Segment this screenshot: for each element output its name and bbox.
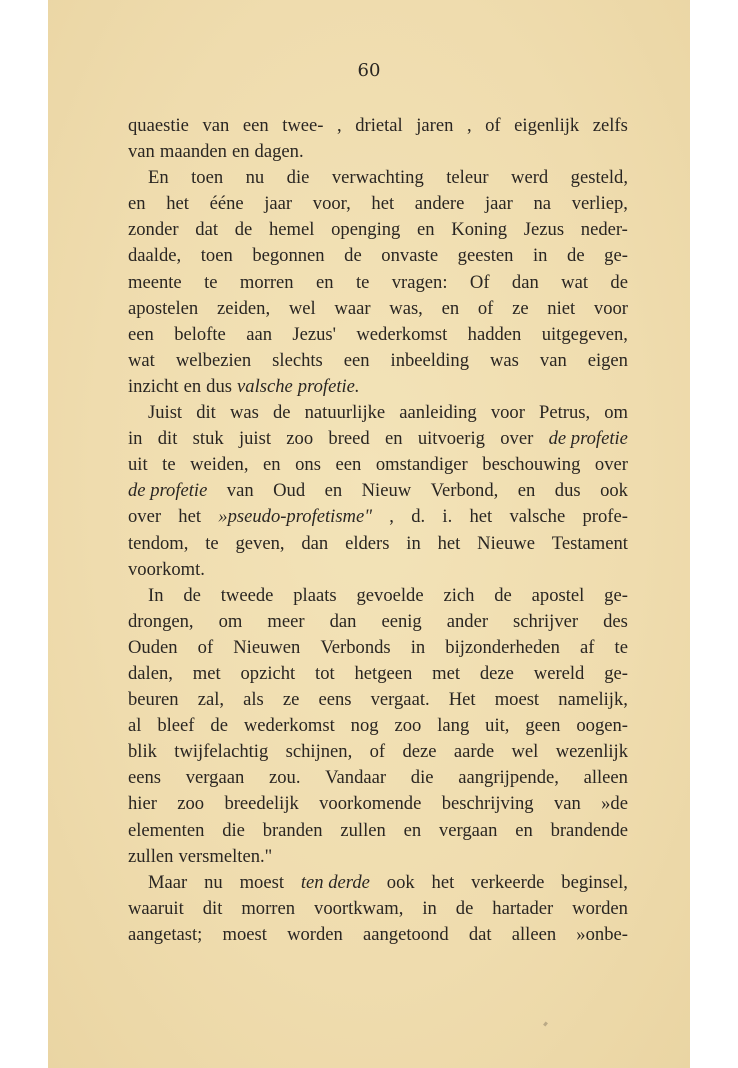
word: zelfs: [592, 115, 628, 136]
word: natuurlijke: [304, 402, 386, 424]
word: Het: [448, 689, 476, 711]
word: te: [205, 532, 219, 554]
word: wat: [561, 271, 589, 293]
word: over: [128, 506, 162, 528]
word: morren: [241, 897, 296, 919]
word: tendom,: [128, 532, 189, 554]
word: eigenlijk: [514, 115, 580, 136]
word: andere: [414, 193, 465, 215]
text-line: [128, 557, 628, 583]
word: oogen-: [576, 715, 628, 737]
word: hemel: [268, 219, 315, 241]
word: Of: [469, 271, 490, 293]
word: moest: [222, 923, 267, 945]
word: beschrijving: [441, 793, 534, 815]
word: en: [231, 141, 250, 163]
word: hetgeen: [354, 662, 413, 684]
word: breed: [328, 428, 370, 450]
text-line: [128, 739, 628, 765]
text-line: [128, 217, 628, 243]
word: »onbe-: [576, 923, 628, 945]
word: en: [403, 819, 422, 841]
word: gesteld,: [570, 167, 628, 189]
word: zonder: [128, 219, 179, 241]
text-line: [128, 844, 628, 870]
word: meente: [128, 271, 182, 293]
text-line: [128, 478, 628, 504]
word: wat: [128, 349, 155, 371]
word: voor,: [312, 193, 351, 215]
text-line: [128, 504, 628, 530]
word: toen: [191, 167, 224, 189]
word: profetie.: [297, 375, 360, 397]
word: aarde: [453, 741, 495, 763]
text-line: [128, 609, 628, 635]
word: ander: [446, 610, 489, 632]
word: het: [469, 506, 493, 528]
word: ze: [282, 689, 300, 711]
word: ge-: [604, 662, 628, 684]
word: en: [315, 271, 334, 293]
word: de: [183, 584, 201, 606]
word: valsche: [509, 506, 566, 528]
word: nu: [245, 167, 265, 189]
text-line: [128, 452, 628, 478]
word: in: [406, 532, 421, 554]
book-page: [48, 0, 690, 1068]
word: ook: [600, 480, 628, 502]
word: drietal: [355, 115, 403, 136]
word: dus: [554, 480, 581, 502]
word: met: [432, 662, 461, 684]
word: Verbond,: [430, 480, 499, 502]
word: plaats: [293, 584, 337, 606]
word: uitgegeven,: [541, 323, 628, 345]
word: Jezus': [292, 323, 336, 345]
text-line: [128, 635, 628, 661]
word: opzicht: [240, 662, 296, 684]
word: beschouwing: [482, 454, 581, 476]
word: ge-: [604, 245, 628, 267]
word: en: [128, 193, 146, 215]
word: en: [324, 480, 343, 502]
word: teleur: [446, 167, 489, 189]
word: zullen: [340, 819, 386, 841]
word: moest: [239, 871, 284, 893]
word: dat: [195, 219, 219, 241]
word: de: [344, 245, 362, 267]
word: eenig: [381, 610, 422, 632]
word: deze: [402, 741, 437, 763]
word: dan: [511, 271, 539, 293]
word: te: [355, 271, 370, 293]
word: de: [234, 219, 253, 241]
word: maanden: [159, 141, 227, 163]
word: was: [490, 349, 519, 371]
word: elders: [345, 532, 390, 554]
word: vragen:: [391, 271, 448, 293]
word: voor: [593, 297, 628, 319]
word: dan: [329, 610, 357, 632]
word: niet: [547, 297, 576, 319]
word: eens: [128, 767, 162, 789]
word: alleen: [511, 923, 557, 945]
word: branden: [262, 819, 323, 841]
page-number: 60: [357, 60, 381, 81]
word: Nieuwen: [233, 636, 301, 658]
word: valsche: [237, 375, 293, 397]
word: dit: [196, 402, 216, 424]
word: wel: [511, 741, 539, 763]
word: quaestie: [128, 115, 189, 136]
word: apostelen: [128, 297, 199, 319]
word: zal,: [197, 689, 225, 711]
word: of: [477, 297, 494, 319]
paper-speck: [543, 1022, 548, 1027]
word: namelijk,: [558, 689, 628, 711]
word: brandende: [550, 819, 628, 841]
word: aanleiding: [399, 402, 477, 424]
word: Juist: [148, 402, 183, 424]
word: versmelten.": [178, 845, 273, 867]
word: Petrus,: [539, 402, 591, 424]
word: verkeerde: [471, 871, 545, 893]
word: dit: [157, 428, 178, 450]
word: waaruit: [128, 897, 184, 919]
word: zoo: [286, 428, 314, 450]
word: hartader: [492, 897, 554, 919]
text-line: [128, 791, 628, 817]
text-line: [128, 765, 628, 791]
text-line: [128, 426, 628, 452]
word: het: [437, 532, 461, 554]
word: ,: [466, 115, 472, 136]
word: aangrijpende,: [458, 767, 559, 789]
word: te: [614, 636, 628, 658]
word: worden: [287, 923, 343, 945]
word: dalen,: [128, 662, 173, 684]
word: zich: [443, 584, 475, 606]
word: meer: [267, 610, 305, 632]
word: vergaat.: [370, 689, 430, 711]
word: geven,: [235, 532, 285, 554]
word: blik: [128, 741, 157, 763]
word: ,: [337, 115, 342, 136]
word: die: [222, 819, 245, 841]
word: zoo: [177, 793, 205, 815]
word: om: [604, 402, 628, 424]
text-line: [128, 531, 628, 557]
text-line: [128, 818, 628, 844]
word: tweede: [220, 584, 274, 606]
word: wezenlijk: [555, 741, 628, 763]
word: of: [197, 636, 214, 658]
word: belofte: [174, 323, 226, 345]
word: Verbonds: [320, 636, 391, 658]
word: »de: [601, 793, 628, 815]
word: stuk: [192, 428, 224, 450]
word: zou.: [268, 767, 301, 789]
word: dit: [202, 897, 223, 919]
word: over: [500, 428, 534, 450]
word: ook: [386, 871, 415, 893]
word: onvaste: [381, 245, 439, 267]
word: werd: [511, 167, 549, 189]
word: te: [204, 271, 218, 293]
word: jaren: [416, 115, 454, 136]
word: Jezus: [523, 219, 565, 241]
word: te: [162, 454, 176, 476]
text-line: [128, 165, 628, 191]
word: wederkomst: [356, 323, 448, 345]
word: alleen: [583, 767, 628, 789]
text-line: [128, 583, 628, 609]
word: nu: [204, 871, 223, 893]
word: inzicht: [128, 375, 179, 397]
word: dat: [468, 923, 492, 945]
word: een: [128, 323, 154, 345]
word: vergaan: [438, 819, 498, 841]
word: ge-: [604, 584, 628, 606]
word: waar: [334, 297, 371, 319]
word: d.: [411, 506, 426, 528]
word: drongen,: [128, 610, 194, 632]
word: uitvoerig: [417, 428, 485, 450]
word: geesten: [457, 245, 514, 267]
word: zullen: [128, 845, 174, 867]
text-line: [128, 400, 628, 426]
word: van: [128, 141, 155, 163]
text-line: [128, 191, 628, 217]
word: het: [166, 193, 189, 215]
word: de: [455, 897, 474, 919]
word: Testament: [551, 532, 628, 554]
word: des: [603, 610, 628, 632]
word: jaar: [264, 193, 293, 215]
word: de profetie: [128, 480, 208, 502]
word: bleef: [157, 715, 195, 737]
word: van: [539, 349, 567, 371]
word: Nieuwe: [477, 532, 535, 554]
word: Maar: [148, 871, 188, 893]
word: en: [263, 454, 281, 476]
word: en: [441, 297, 460, 319]
text-line: [128, 113, 628, 139]
word: schrijver: [513, 610, 579, 632]
word: nog: [350, 715, 379, 737]
word: aangetast;: [128, 923, 203, 945]
word: Nieuw: [361, 480, 412, 502]
word: zeiden,: [216, 297, 271, 319]
word: En: [148, 167, 169, 189]
text-line: [128, 713, 628, 739]
word: »pseudo-profetisme": [218, 506, 373, 528]
word: met: [192, 662, 221, 684]
word: ons: [295, 454, 321, 476]
word: voorkomt.: [128, 558, 205, 580]
word: verwachting: [331, 167, 424, 189]
word: moest: [494, 689, 540, 711]
word: tot: [315, 662, 335, 684]
word: gevoelde: [356, 584, 424, 606]
word: uit: [128, 454, 148, 476]
word: Koning: [451, 219, 508, 241]
word: Oud: [273, 480, 306, 502]
word: verliep,: [571, 193, 628, 215]
word: om: [218, 610, 243, 632]
word: omstandiger: [375, 454, 468, 476]
word: af: [580, 636, 595, 658]
word: Vandaar: [325, 767, 387, 789]
word: na: [533, 193, 552, 215]
word: inbeelding: [390, 349, 470, 371]
text-line: [128, 348, 628, 374]
word: wel: [288, 297, 316, 319]
word: geen: [525, 715, 561, 737]
text-line: [128, 661, 628, 687]
word: weiden,: [190, 454, 249, 476]
word: dus: [206, 375, 233, 397]
word: ééne: [209, 193, 244, 215]
word: schijnen,: [285, 741, 353, 763]
word: van: [202, 115, 230, 136]
word: die: [410, 767, 434, 789]
word: het: [431, 871, 455, 893]
word: was: [229, 402, 259, 424]
word: juist: [238, 428, 271, 450]
word: een: [242, 115, 269, 136]
word: toen: [200, 245, 233, 267]
word: lang: [437, 715, 470, 737]
word: was,: [389, 297, 423, 319]
word: de: [567, 245, 585, 267]
word: twee-: [282, 115, 324, 136]
text-line: [128, 374, 628, 400]
word: of: [369, 741, 386, 763]
word: begonnen: [252, 245, 325, 267]
text-line: [128, 687, 628, 713]
word: de profetie: [548, 428, 628, 450]
word: jaar: [484, 193, 513, 215]
word: en: [517, 480, 536, 502]
word: neder-: [580, 219, 628, 241]
word: of: [485, 115, 501, 136]
word: van: [553, 793, 581, 815]
word: wereld: [533, 662, 585, 684]
word: breedelijk: [224, 793, 299, 815]
word: als: [243, 689, 264, 711]
text-line: [128, 139, 628, 165]
word: de: [210, 715, 228, 737]
text-line: [128, 270, 628, 296]
word: het: [371, 193, 395, 215]
word: vergaan: [185, 767, 245, 789]
word: ze: [512, 297, 529, 319]
word: de: [610, 271, 628, 293]
word: die: [286, 167, 310, 189]
word: en: [515, 819, 533, 841]
word: en: [384, 428, 403, 450]
word: ,: [389, 506, 394, 528]
word: uit,: [485, 715, 510, 737]
text-line: [128, 322, 628, 348]
word: slechts: [272, 349, 323, 371]
word: een: [335, 454, 362, 476]
word: elementen: [128, 819, 205, 841]
word: zoo: [394, 715, 422, 737]
word: en: [183, 375, 202, 397]
word: wederkomst: [243, 715, 335, 737]
word: i.: [442, 506, 453, 528]
word: aan: [246, 323, 272, 345]
text-line: [128, 870, 628, 896]
word: hadden: [467, 323, 522, 345]
word: In: [148, 584, 164, 606]
word: eigen: [587, 349, 628, 371]
word: beuren: [128, 689, 179, 711]
word: profe-: [582, 506, 628, 528]
word: openging: [331, 219, 401, 241]
word: al: [128, 715, 142, 737]
word: aangetoond: [363, 923, 449, 945]
word: worden: [572, 897, 628, 919]
word: bijzonderheden: [445, 636, 560, 658]
word: welbezien: [175, 349, 252, 371]
body-text: [128, 113, 628, 948]
word: Ouden: [128, 636, 178, 658]
word: de: [272, 402, 291, 424]
word: morren: [239, 271, 294, 293]
word: het: [178, 506, 202, 528]
word: daalde,: [128, 245, 182, 267]
text-line: [128, 243, 628, 269]
word: in: [422, 897, 437, 919]
word: voorkomende: [319, 793, 422, 815]
word: van: [226, 480, 254, 502]
word: in: [128, 428, 143, 450]
word: in: [410, 636, 426, 658]
text-line: [128, 922, 628, 948]
word: dagen.: [254, 141, 304, 163]
word: dan: [301, 532, 329, 554]
word: ten derde: [300, 871, 370, 893]
text-line: [128, 296, 628, 322]
word: deze: [479, 662, 514, 684]
word: hier: [128, 793, 157, 815]
word: over: [594, 454, 628, 476]
word: twijfelachtig: [174, 741, 269, 763]
word: apostel: [531, 584, 585, 606]
word: de: [494, 584, 512, 606]
word: en: [417, 219, 435, 241]
word: een: [343, 349, 370, 371]
word: voor: [490, 402, 525, 424]
word: eens: [318, 689, 352, 711]
word: beginsel,: [561, 871, 628, 893]
word: voortkwam,: [314, 897, 404, 919]
text-line: [128, 896, 628, 922]
word: in: [533, 245, 548, 267]
